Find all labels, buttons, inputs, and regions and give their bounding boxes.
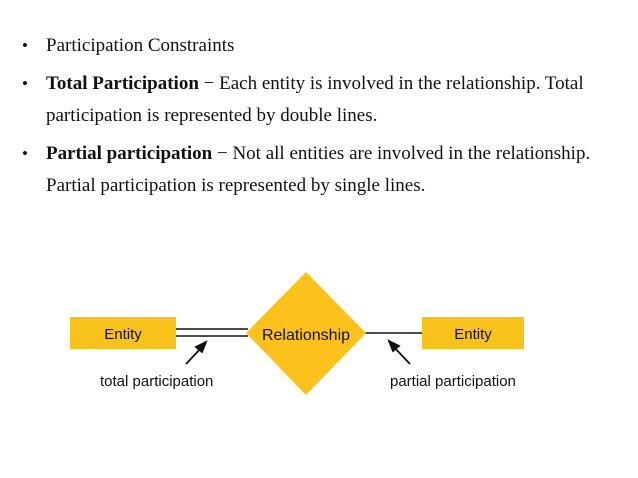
- bullet-term: Total Participation: [46, 73, 199, 94]
- bullet-term: Partial participation: [46, 143, 213, 164]
- total-participation-caption: total participation: [100, 373, 214, 390]
- bullet-text: Participation Constraints: [46, 35, 235, 56]
- right-entity-label: Entity: [454, 326, 492, 343]
- left-entity-label: Entity: [104, 326, 142, 343]
- relationship-label: Relationship: [261, 327, 351, 344]
- partial-participation-caption: partial participation: [390, 373, 516, 390]
- bullet-dot: •: [22, 36, 28, 55]
- partial-participation-arrow: [389, 341, 410, 364]
- bullet-description: − Each entity is involved in the relationship. Total participation is represented by double lines.: [46, 73, 584, 126]
- total-participation-arrow: [186, 342, 206, 364]
- bullet-dot: •: [22, 144, 28, 163]
- bullet-dot: •: [22, 74, 28, 93]
- bullet-description: − Not all entities are involved in the relationship. Partial participation is represented by single lines.: [46, 143, 591, 196]
